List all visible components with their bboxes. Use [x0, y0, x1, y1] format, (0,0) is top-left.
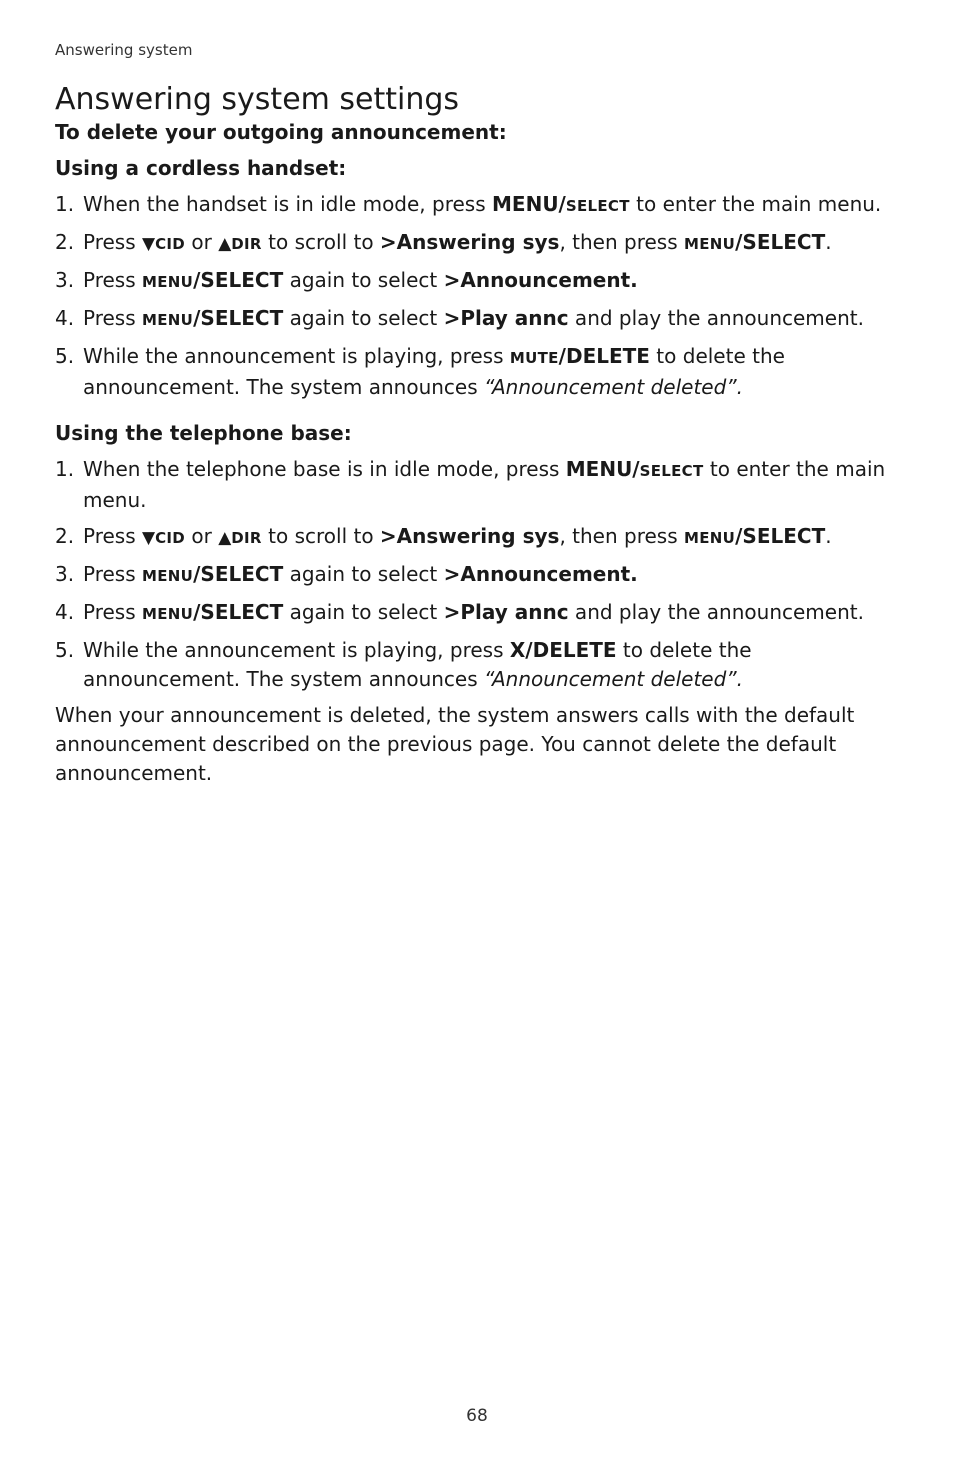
- handset-step-5: 5. While the announcement is playing, press MUTE/DELETE to delete the announcement. The system announces “Announcement deleted”.: [55, 344, 785, 399]
- base-step-4: 4. Press MENU/SELECT again to select >Play annc and play the announcement.: [55, 600, 864, 624]
- page-title: Answering system settings: [55, 82, 460, 118]
- base-step-1: 1. When the telephone base is in idle mode, press MENU/SELECT to enter the main menu.: [55, 457, 886, 512]
- base-step-2: 2. Press ▼CID or ▲DIR to scroll to >Answering sys, then press MENU/SELECT.: [55, 524, 832, 548]
- content: [55, 118, 905, 788]
- select-key: SELECT: [565, 197, 630, 215]
- closing-paragraph: When your announcement is deleted, the system answers calls with the default announcement described on the previous page. You cannot delete the default announcement.: [55, 703, 855, 785]
- up-arrow-icon: ▲: [218, 528, 232, 548]
- announcement-quote: “Announcement deleted”.: [484, 667, 744, 691]
- cid-key: CID: [155, 235, 186, 253]
- dir-key: DIR: [231, 235, 262, 253]
- menu-target: >Answering sys: [379, 230, 560, 254]
- handset-step-2: 2. Press ▼CID or ▲DIR to scroll to >Answering sys, then press MENU/SELECT.: [55, 230, 832, 254]
- base-heading: Using the telephone base:: [55, 421, 352, 445]
- down-arrow-icon: ▼: [142, 528, 156, 548]
- up-arrow-icon: ▲: [218, 234, 232, 254]
- section-label: Answering system: [55, 41, 193, 59]
- delete-heading: To delete your outgoing announcement:: [55, 120, 507, 144]
- page-number: 68: [466, 1406, 488, 1426]
- handset-step-3: 3. Press MENU/SELECT again to select >Announcement.: [55, 268, 638, 292]
- base-step-5: 5. While the announcement is playing, press X/DELETE to delete the announcement. The system announces “Announcement deleted”.: [55, 638, 752, 691]
- x-delete-key: X/DELETE: [509, 638, 617, 662]
- handset-heading: Using a cordless handset:: [55, 156, 347, 180]
- down-arrow-icon: ▼: [142, 234, 156, 254]
- handset-step-1: 1. When the handset is in idle mode, press MENU/SELECT to enter the main menu.: [55, 192, 882, 216]
- base-steps: [55, 455, 905, 694]
- announcement-quote: “Announcement deleted”.: [484, 375, 744, 399]
- menu-key: MENU/: [492, 192, 566, 216]
- base-step-3: 3. Press MENU/SELECT again to select >Announcement.: [55, 562, 638, 586]
- handset-step-4: 4. Press MENU/SELECT again to select >Play annc and play the announcement.: [55, 306, 864, 330]
- handset-steps: [55, 190, 905, 402]
